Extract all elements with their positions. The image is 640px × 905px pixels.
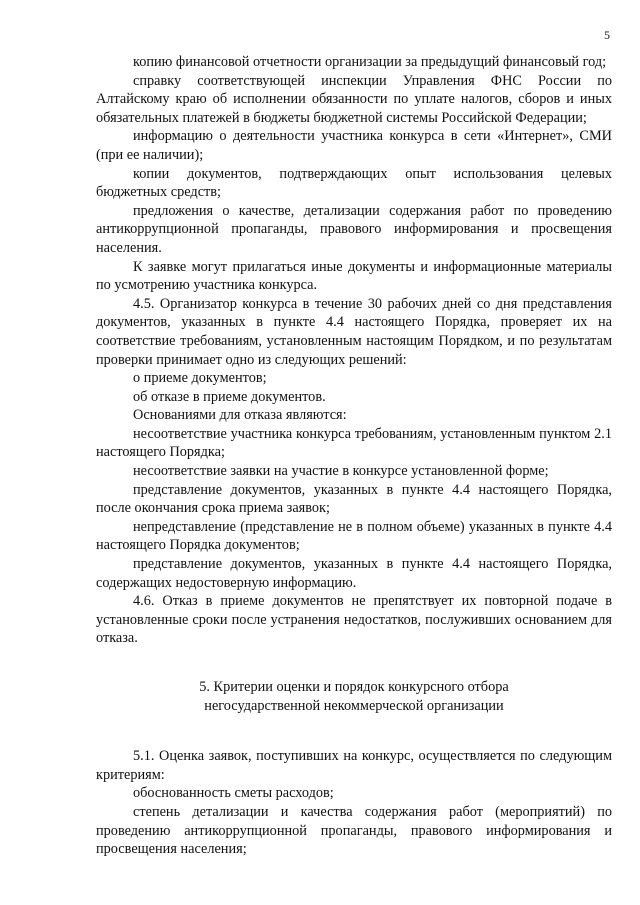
paragraph: предложения о качестве, детализации содержания работ по проведению антикоррупционной пропаганды, правового информирования и просвещения населения.	[96, 202, 612, 256]
paragraph: непредставление (представление не в полном объеме) указанных в пункте 4.4 настоящего Порядка документов;	[96, 518, 612, 554]
paragraph: К заявке могут прилагаться иные документы и информационные материалы по усмотрению участника конкурса.	[96, 258, 612, 294]
section-heading-line-2: негосударственной некоммерческой организации	[204, 697, 504, 714]
section-heading	[96, 678, 612, 715]
paragraph: 5.1. Оценка заявок, поступивших на конкурс, осуществляется по следующим критериям:	[96, 748, 612, 783]
paragraph: копии документов, подтверждающих опыт использования целевых бюджетных средств;	[96, 165, 612, 201]
document-body	[96, 53, 612, 859]
paragraph: об отказе в приеме документов.	[133, 388, 326, 405]
paragraph: представление документов, указанных в пункте 4.4 настоящего Порядка, содержащих недостоверную информацию.	[96, 556, 612, 591]
paragraph: несоответствие участника конкурса требованиям, установленным пунктом 2.1 настоящего Порядка;	[96, 425, 612, 461]
section-heading-line-1: 5. Критерии оценки и порядок конкурсного отбора	[199, 679, 509, 695]
paragraph: справку соответствующей инспекции Управления ФНС России по Алтайскому краю об исполнении обязанности по уплате налогов, сборов и иных обязательных платежей в бюджеты бюджетной системы Российской Федерации;	[96, 72, 612, 126]
page-number: 5	[604, 28, 610, 42]
paragraph: информацию о деятельности участника конкурса в сети «Интернет», СМИ (при ее наличии);	[96, 128, 612, 163]
paragraph: копию финансовой отчетности организации за предыдущий финансовый год;	[133, 54, 607, 70]
paragraph: представление документов, указанных в пункте 4.4 настоящего Порядка, после окончания срока приема заявок;	[96, 481, 612, 517]
paragraph: 4.6. Отказ в приеме документов не препятствует их повторной подаче в установленные сроки после устранения недостатков, послуживших основанием для отказа.	[96, 593, 612, 647]
paragraph: о приеме документов;	[133, 370, 267, 387]
paragraph: несоответствие заявки на участие в конкурсе установленной форме;	[133, 463, 549, 480]
paragraph: обоснованность сметы расходов;	[133, 785, 334, 802]
paragraph: степень детализации и качества содержания работ (мероприятий) по проведению антикоррупционной пропаганды, правового информирования и просвещения населения;	[96, 803, 612, 858]
paragraph: Основаниями для отказа являются:	[133, 407, 347, 424]
paragraph: 4.5. Организатор конкурса в течение 30 рабочих дней со дня представления документов, указанных в пункте 4.4 настоящего Порядка, проверяет их на соответствие требованиям, установленным настоящим Порядком, и по результатам проверки принимает одно из следующих решений:	[96, 295, 612, 368]
